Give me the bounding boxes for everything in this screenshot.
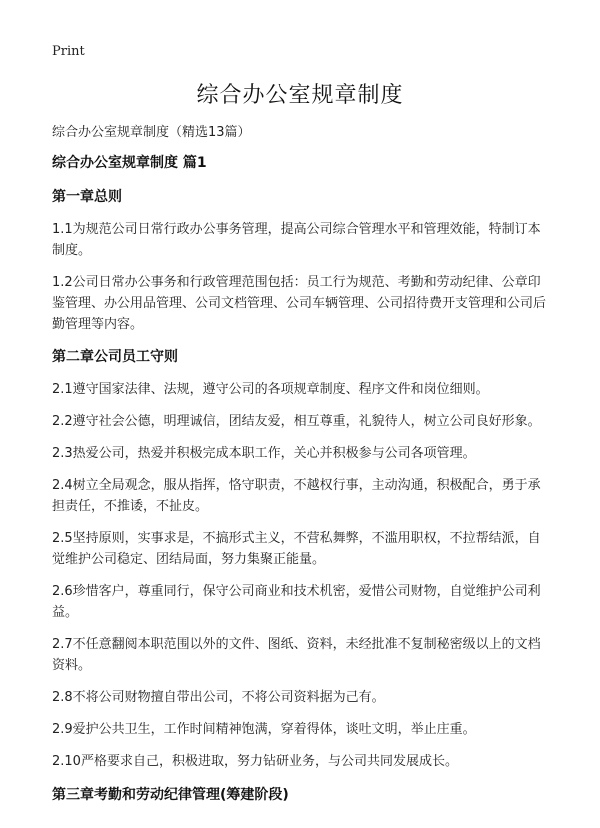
paragraph: 1.1为规范公司日常行政办公事务管理，提高公司综合管理水平和管理效能，特制订本制度。 (52, 222, 541, 258)
paragraph: 2.10严格要求自己，积极进取，努力钻研业务，与公司共同发展成长。 (52, 754, 458, 769)
paragraph: 2.2遵守社会公德，明理诚信，团结友爱，相互尊重，礼貌待人，树立公司良好形象。 (52, 414, 541, 429)
paragraph: 2.8不将公司财物擅自带出公司，不将公司资料据为己有。 (52, 690, 385, 705)
paragraph: 2.9爱护公共卫生，工作时间精神饱满，穿着得体，谈吐文明，举止庄重。 (52, 722, 476, 737)
paragraph: 2.1遵守国家法律、法规，遵守公司的各项规章制度、程序文件和岗位细则。 (52, 382, 489, 397)
paragraph: 2.3热爱公司，热爱并积极完成本职工作，关心并积极参与公司各项管理。 (52, 446, 476, 461)
paragraph: 2.5坚持原则，实事求是，不搞形式主义，不营私舞弊，不滥用职权，不拉帮结派，自觉维护公司稳定、团结局面，努力集聚正能量。 (52, 531, 541, 567)
document-title: 综合办公室规章制度 (196, 83, 404, 108)
paragraph: 2.7不任意翻阅本职范围以外的文件、图纸、资料，未经批准不复制秘密级以上的文档资料。 (52, 637, 541, 673)
chapter-heading: 第一章总则 (52, 189, 122, 205)
paragraph: 1.2公司日常办公事务和行政管理范围包括：员工行为规范、考勤和劳动纪律、公章印鉴管理、办公用品管理、公司文档管理、公司车辆管理、公司招待费开支管理和公司后勤管理等内容。 (52, 275, 547, 332)
chapter-heading: 第三章考勤和劳动纪律管理(筹建阶段) (52, 787, 289, 803)
print-label[interactable]: Print (52, 44, 85, 59)
document-subtitle: 综合办公室规章制度（精选13篇） (52, 125, 251, 140)
paragraph: 2.4树立全局观念，服从指挥，恪守职责，不越权行事，主动沟通，积极配合，勇于承担责任，不推诿，不扯皮。 (52, 478, 541, 514)
chapter-heading: 第二章公司员工守则 (52, 349, 178, 365)
article-heading: 综合办公室规章制度 篇1 (52, 155, 207, 171)
document-body (52, 146, 548, 804)
paragraph: 2.6珍惜客户，尊重同行，保守公司商业和技术机密，爱惜公司财物，自觉维护公司利益。 (52, 584, 541, 620)
